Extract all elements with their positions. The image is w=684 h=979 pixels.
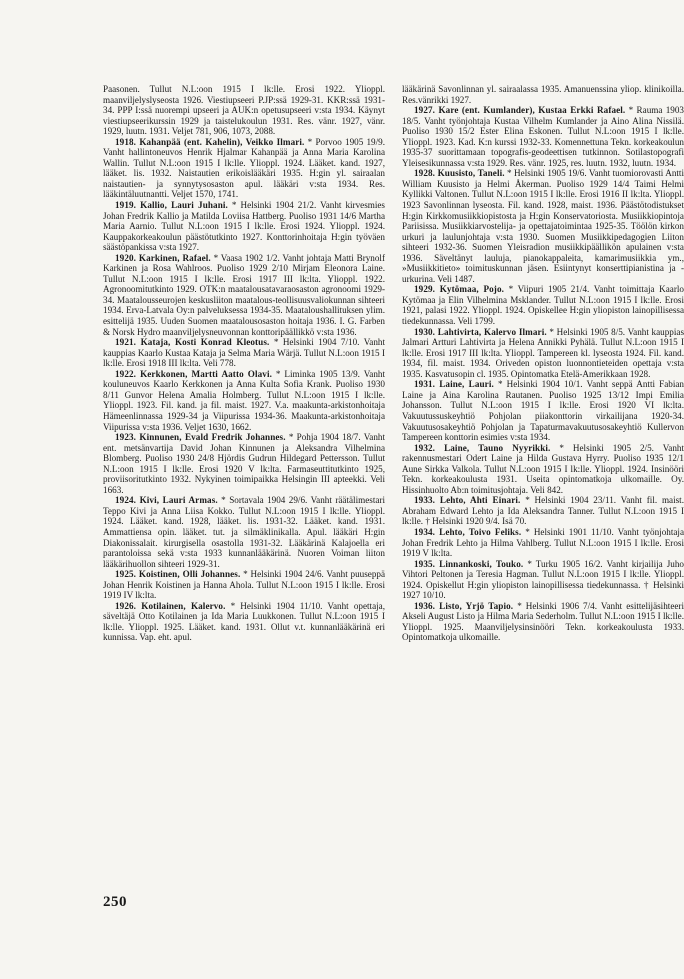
entry-text: * Helsinki 1904 7/10. Vanht kauppias Kaarlo Kustaa Kataja ja Selma Maria Wärjä. Tullut N.L:oon 1915 I lk:lle. Erosi 1918 III lk:lta. Veli 778. (103, 337, 385, 369)
entry-heading: 1924. Kivi, Lauri Armas. (115, 495, 218, 506)
entry-continuation (402, 84, 684, 105)
entry-1922 (103, 369, 385, 432)
entry-1919 (103, 200, 385, 253)
entry-heading: 1918. Kahanpää (ent. Kahelin), Veikko Ilmari. (115, 136, 305, 147)
entry-1933 (402, 495, 684, 527)
entry-1924 (103, 495, 385, 569)
entry-text: * Vaasa 1902 1/2. Vanht johtaja Matti Brynolf Karkinen ja Rosa Wahlroos. Puoliso 1929 2/10 Mirjam Eleonora Laine. Tullut N.L:oon 1915 I lk:lle. Erosi 1917 III lk:lta. Ylioppl. 1922. Agronoomitutkinto 1929. OTK:n maatalousatavaraosaston agronoomi 1929-34. Maatalousseurojen keskusliiton maatalous-teollisuusvaliokunnan sihteeri 1934. Erva-Latvala Oy:n palveluksessa 1934-35. Maataloushallituksen ylim. esittelijä 1935. Uuden Suomen maatalousosaston hoitaja 1936. I. G. Farben & Norsk Hydro maanviljelysneuvonnan konttoripäällikkö v:sta 1936. (103, 252, 385, 337)
entry-text: * Helsinki 1905 8/5. Vanht kauppias Jalmari Artturi Lahtivirta ja Helena Annikki Pyhälä. Tullut N.L:oon 1915 I lk:lle. Erosi 1917 III lk:lta. Ylioppl. Tampereen kl. lyseosta 1924. Fil. kand. 1934, fil. maist. 1934. Oriveden opiston luonnontieteiden opettaja v:sta 1935. Kasvatusopin cl. 1935. Opintomatka Etelä-Amerikkaan 1928. (402, 326, 684, 379)
entry-text: Paasonen. Tullut N.L:oon 1915 I lk:lle. Erosi 1922. Ylioppl. maanviljelyslyseosta 1926. Viestiupseeri P.JP:ssä 1929-31. KKR:ssä 1931-34. PPP I:ssä nuorempi upseeri ja AUK:n opetusupseeri v:sta 1934. Käynyt viestiupseerikurssin 1929 ja taistelukoulun 1931. Res. vänr. 1927, vänr. 1929, luutn. 1931. Veljet 781, 906, 1073, 2088. (103, 84, 385, 137)
entry-heading: 1935. Linnankoski, Touko. (414, 558, 524, 569)
entry-text: * Helsinki 1906 7/4. Vanht esittelijäsihteeri Akseli August Listo ja Hilma Maria Sederholm. Tullut N.L:oon 1915 I lk:lle. Ylioppl. 1925. Maanviljelysinsinööri Tekn. korkeakoulusta 1933. Opintomatkoja ulkomaille. (402, 600, 684, 643)
entry-1932 (402, 443, 684, 496)
entry-heading: 1930. Lahtivirta, Kalervo Ilmari. (414, 326, 547, 337)
entry-1921 (103, 337, 385, 369)
entry-continuation (103, 84, 385, 137)
entry-heading: 1925. Koistinen, Olli Johannes. (115, 569, 241, 580)
entry-heading: 1931. Laine, Lauri. (414, 379, 494, 390)
entry-text: * Porvoo 1905 19/9. Vanht hallintoneuvos Henrik Hjalmar Kahanpää ja Anna Maria Karolina Wallin. Tullut N.L:oon 1915 I lk:lle. Ylioppl. 1924. Lääket. kand. 1927, lääket. lis. 1932. Naistautien erikoislääkäri 1935. H:gin yl. sairaalan naistautien- ja synnytysosaston apul. lääkäri v:sta 1934. Res. lääkintäluutnantti. Veljet 1570, 1741. (103, 136, 385, 200)
entry-heading: 1936. Listo, Yrjö Tapio. (414, 600, 514, 611)
entry-1920 (103, 253, 385, 337)
entry-heading: 1929. Kytömaa, Pojo. (414, 284, 504, 295)
entry-heading: 1927. Kare (ent. Kumlander), Kustaa Erkki Rafael. (414, 105, 626, 116)
entry-text: * Helsinki 1904 10/1. Vanht seppä Antti Fabian Laine ja Aina Karolina Rautanen. Puoliso 1925 13/12 Impi Emilia Johansson. Tullut N.L:oon 1915 I lk:lle. Erosi 1920 VI lk:lta. Vakuutussuskeyhtiö Pohjolan piiakonttorin virkailijana 1920-34. Vakuutusosakeyhtiö Pohjolan ja Tapaturmavakuutusosakeyhtiö Kullervon Tampereen konttorin esimies v:sta 1934. (402, 379, 684, 443)
entry-text: * Helsinki 1901 11/10. Vanht työnjohtaja Johan Fredrik Lehto ja Hilma Vahlberg. Tullut N.L:oon 1915 I lk:lle. Erosi 1919 V lk:lta. (402, 526, 684, 559)
entry-heading: 1932. Laine, Tauno Nyyrikki. (414, 442, 551, 453)
entry-text: * Turku 1905 16/2. Vanht kirjailija Juho Vihtori Peltonen ja Teresia Hagman. Tullut N.L:oon 1915 I lk:lle. Ylioppl. 1924. Opiskellut H:gin yliopiston lainopillisessa tiedekunnassa. † Helsinki 1927 10/10. (402, 558, 684, 601)
entry-heading: 1923. Kinnunen, Evald Fredrik Johannes. (115, 432, 286, 443)
entry-1929 (402, 284, 684, 326)
entry-heading: 1933. Lehto, Ahti Einari. (414, 495, 521, 506)
entry-heading: 1919. Kallio, Lauri Juhani. (115, 200, 228, 211)
right-column (402, 84, 684, 643)
entry-1928 (402, 168, 684, 284)
entry-text: * Helsinki 1905 2/5. Vanht rakennusmestari Odert Laine ja Hilda Gustava Hyrry. Puoliso 1935 12/1 Aune Sirkka Valkola. Tullut N.L:oon 1915 I lk:lle. Ylioppl. 1924. Insinööri Tekn. korkeakoulusta 1931. Useita opintomatkoja ulkomaille. Oy. Hissinhuolto Ab:n toimitusjohtaja. Veli 842. (402, 442, 684, 495)
entry-1925 (103, 569, 385, 601)
entry-text: * Helsinki 1904 21/2. Vanht kirvesmies Johan Fredrik Kallio ja Matilda Loviisa Hattberg. Puoliso 1931 14/6 Martha Maria Aarnio. Tullut N.L:oon 1915 I lk:lle. Erosi 1924. Ylioppl. 1924. Kauppakorkeakoulun päästötutkinto 1927. Konttorinhoitaja H:gin työväen säästöpankissa v:sta 1927. (103, 200, 385, 253)
entry-heading: 1928. Kuusisto, Taneli. (414, 168, 505, 179)
entry-text: * Pohja 1904 18/7. Vanht ent. metsänvartija David Johan Kinnunen ja Aleksandra Vilhelmina Blomberg. Puoliso 1930 24/8 Hjördis Gudrun Hildegard Pettersson. Tullut N.L:oon 1915 I lk:lle. Erosi 1920 V lk:lta. Farmaseuttitutkinto 1925, proviisoritutkinto 1932. Nykyinen toimipaikka Helsingin III apteekki. Veli 1663. (103, 432, 385, 495)
entry-1935 (402, 559, 684, 601)
entry-1931 (402, 379, 684, 442)
entry-text: * Helsinki 1905 19/6. Vanht tuomiorovasti Antti William Kuusisto ja Helmi Åkerman. Puoliso 1929 14/4 Taimi Helmi Kyllikki Valtonen. Tullut N.L:oon 1915 I lk:lle. Erosi 1916 II lk:lta. Ylioppl. 1923 Savonlinnan lyseosta. Fil. kand. 1928, maist. 1936. Päästötodistukset H:gin Kirkkomusiikkiopistosta ja H:gin Konservatoriosta. Musiikkiopintoja Pariisissa. Musiikkiarvostelija- ja opettajatoimintaa 1925-35. Töölön kirkon urkuri ja laulunjohtaja v:sta 1930. Suomen Musiikkipedagogien Liiton sihteeri 1932-36. Suomen Yleisradion musiikkipäällikön apulainen v:sta 1936. Säveltänyt lauluja, pianokappaleita, kamarimusiikkia ym., »Musiikkitieto» toimituskunnan jäsen. Esiintynyt konserttipianistina ja -urkurina. Veli 1487. (402, 168, 684, 284)
entry-text: * Helsinki 1904 23/11. Vanht fil. maist. Abraham Edward Lehto ja Ida Aleksandra Tanner. Tullut N.L:oon 1915 I lk:lle. † Helsinki 1920 9/4. Isä 70. (402, 495, 684, 527)
entry-heading: 1922. Kerkkonen, Martti Aatto Olavi. (115, 368, 272, 379)
entry-1927 (402, 105, 684, 168)
entry-text: * Sortavala 1904 29/6. Vanht räätälimestari Teppo Kivi ja Anna Liisa Kokko. Tullut N.L:oon 1915 I lk:lle. Ylioppl. 1924. Lääket. kand. 1928, lääket. lis. 1931-32. Lääket. kand. 1931. Ammattiensa opin. lääket. tut. ja silmäklinikalla. Apul. lääkäri H:gin Diakonissalait. kirurgisella osastolla 1931-32. Lääkärinä Kalajoella eri parantoloissa sekä v:sta 1933 kunnanlääkärinä. Nuoren Voiman liiton lääkärihuollon sihteeri 1929-31. (103, 495, 385, 569)
entry-text: * Viipuri 1905 21/4. Vanht toimittaja Kaarlo Kytömaa ja Elin Vilhelmina Msklander. Tullut N.L:oon 1915 I lk:lle. Erosi 1921, palasi 1922. Ylioppl. 1924. Opiskellee H:gin yliopiston lainopillisessa tiedekunnassa. Veli 1799. (402, 284, 684, 327)
entry-heading: 1921. Kataja, Kosti Konrad Kleotus. (115, 337, 270, 348)
entry-heading: 1934. Lehto, Toivo Feliks. (414, 526, 522, 537)
entry-text: * Rauma 1903 18/5. Vanht työnjohtaja Kustaa Vilhelm Kumlander ja Aino Alina Nissilä. Puoliso 1930 15/2 Ester Elina Eskonen. Tullut N.L:oon 1915 I lk:lle. Ylioppl. 1923. Kad. K:n kurssi 1932-33. Komennettuna Tekn. korkeakoulun 1935-37 suorittamaan topografis-geodeettisen tutkinnon. Sotilastopografi Yleisesikunnassa v:sta 1929. Res. vänr. 1925, res. luutn. 1932, luutn. 1934. (402, 105, 684, 168)
entry-1918 (103, 137, 385, 200)
entry-heading: 1920. Karkinen, Rafael. (115, 252, 211, 263)
entry-1934 (402, 527, 684, 559)
entry-text: * Helsinki 1904 11/10. Vanht opettaja, säveltäjä Otto Kotilainen ja Ida Maria Luukkonen. Tullut N.L:oon 1915 I lk:lle. Ylioppl. 1925. Lääket. kand. 1931. Ollut v.t. kunnanlääkärinä eri kunnissa. Vap. eht. apul. (103, 600, 385, 643)
entry-1936 (402, 601, 684, 643)
entry-text: * Liminka 1905 13/9. Vanht kouluneuvos Kaarlo Kerkkonen ja Anna Kulta Sofia Krank. Puoliso 1930 8/11 Gunvor Helena Amalia Holmberg. Tullut N.L:oon 1915 I lk:lle. Ylioppl. 1923. Fil. kand. ja fil. maist. 1927. V.a. maakunta-arkistonhoitaja Hämeenlinnassa 1929-34 ja Viipurissa 1934-36. Maakunta-arkistonhoitaja Viipurissa v:sta 1936. Veljet 1630, 1662. (103, 368, 385, 432)
left-column (103, 84, 385, 643)
entry-text: lääkärinä Savonlinnan yl. sairaalassa 1935. Amanuenssina yliop. klinikoilla. Res.vänrikki 1927. (402, 84, 684, 105)
entry-1923 (103, 432, 385, 495)
page-number: 250 (103, 894, 127, 910)
entry-1930 (402, 327, 684, 380)
entry-1926 (103, 601, 385, 643)
entry-text: * Helsinki 1904 24/6. Vanht puuseppä Johan Henrik Koistinen ja Hanna Ahola. Tullut N.L:oon 1915 I lk:lle. Erosi 1919 IV lk:lta. (103, 569, 385, 601)
entry-heading: 1926. Kotilainen, Kalervo. (115, 600, 226, 611)
